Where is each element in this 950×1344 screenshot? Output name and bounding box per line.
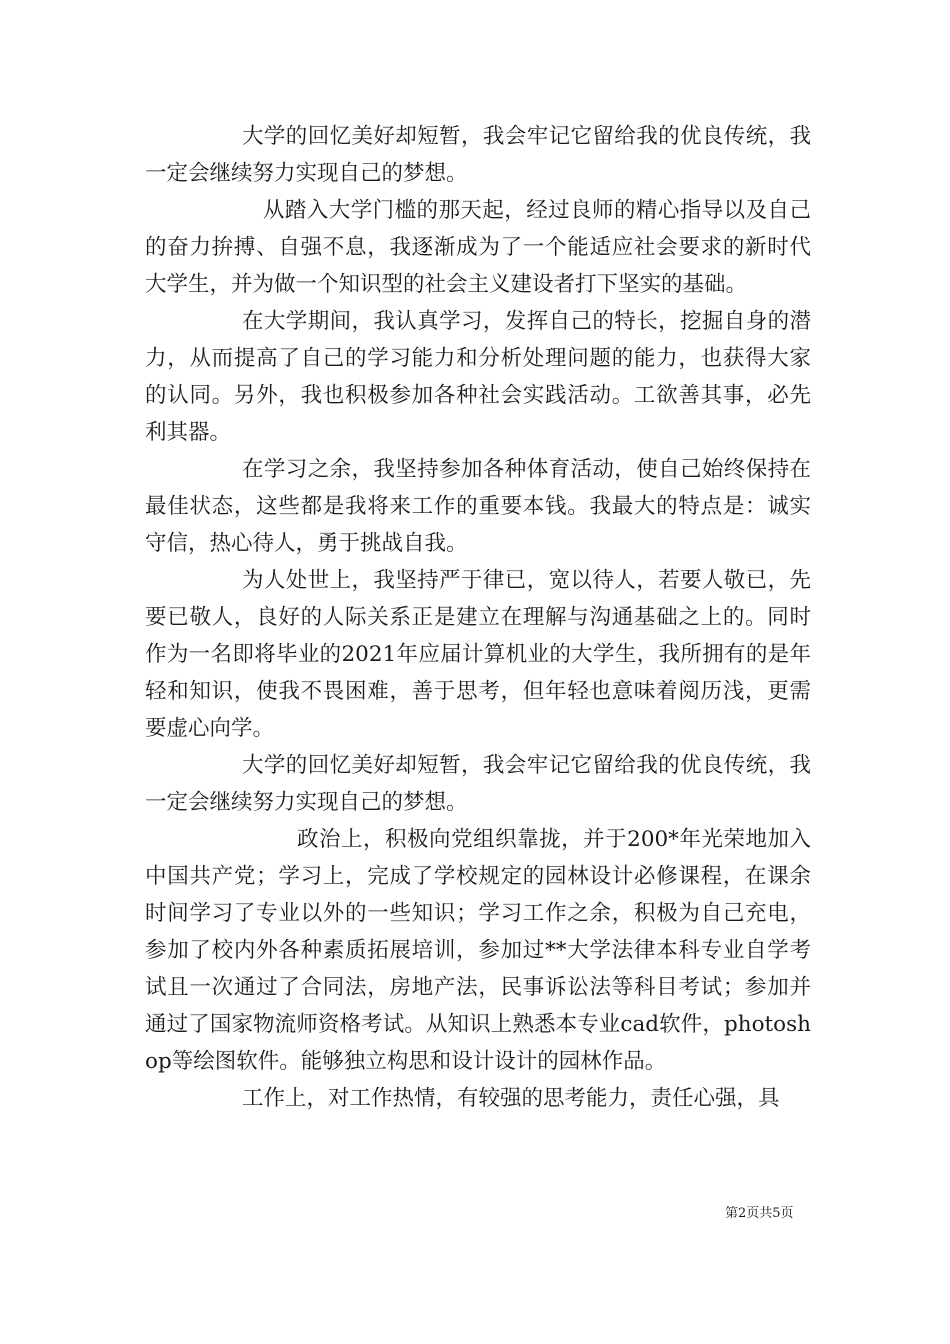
paragraph-4: 在学习之余，我坚持参加各种体育活动，使自己始终保持在最佳状态，这些都是我将来工作的重要本钱。我最大的特点是：诚实守信，热心待人，勇于挑战自我。 xyxy=(145,457,811,556)
document-body xyxy=(145,118,811,1117)
paragraph-7: 政治上，积极向党组织靠拢，并于200*年光荣地加入中国共产党；学习上，完成了学校规定的园林设计必修课程，在课余时间学习了专业以外的一些知识；学习工作之余，积极为自己充电，参加了校内外各种素质拓展培训，参加过**大学法律本科专业自学考试且一次通过了合同法，房地产法，民事诉讼法等科目考试；参加并通过了国家物流师资格考试。从知识上熟悉本专业cad软件，photoshop等绘图软件。能够独立构思和设计设计的园林作品。 xyxy=(145,827,811,1074)
paragraph-8: 工作上，对工作热情，有较强的思考能力，责任心强，具 xyxy=(242,1086,780,1111)
page-number-footer: 第2页共5页 xyxy=(725,1206,794,1221)
paragraph-3: 在大学期间，我认真学习，发挥自己的特长，挖掘自身的潜力，从而提高了自己的学习能力和分析处理问题的能力，也获得大家的认同。另外，我也积极参加各种社会实践活动。工欲善其事，必先利其器。 xyxy=(145,309,811,445)
paragraph-5: 为人处世上，我坚持严于律已，宽以待人，若要人敬已，先要已敬人，良好的人际关系正是建立在理解与沟通基础之上的。同时作为一名即将毕业的2021年应届计算机业的大学生，我所拥有的是年轻和知识，使我不畏困难，善于思考，但年轻也意味着阅历浅，更需要虚心向学。 xyxy=(145,568,811,741)
paragraph-6: 大学的回忆美好却短暂，我会牢记它留给我的优良传统，我一定会继续努力实现自己的梦想。 xyxy=(145,753,811,815)
paragraph-2: 从踏入大学门槛的那天起，经过良师的精心指导以及自己的奋力拚搏、自强不息，我逐渐成为了一个能适应社会要求的新时代大学生，并为做一个知识型的社会主义建设者打下坚实的基础。 xyxy=(145,198,811,297)
paragraph-1: 大学的回忆美好却短暂，我会牢记它留给我的优良传统，我一定会继续努力实现自己的梦想。 xyxy=(145,124,811,186)
